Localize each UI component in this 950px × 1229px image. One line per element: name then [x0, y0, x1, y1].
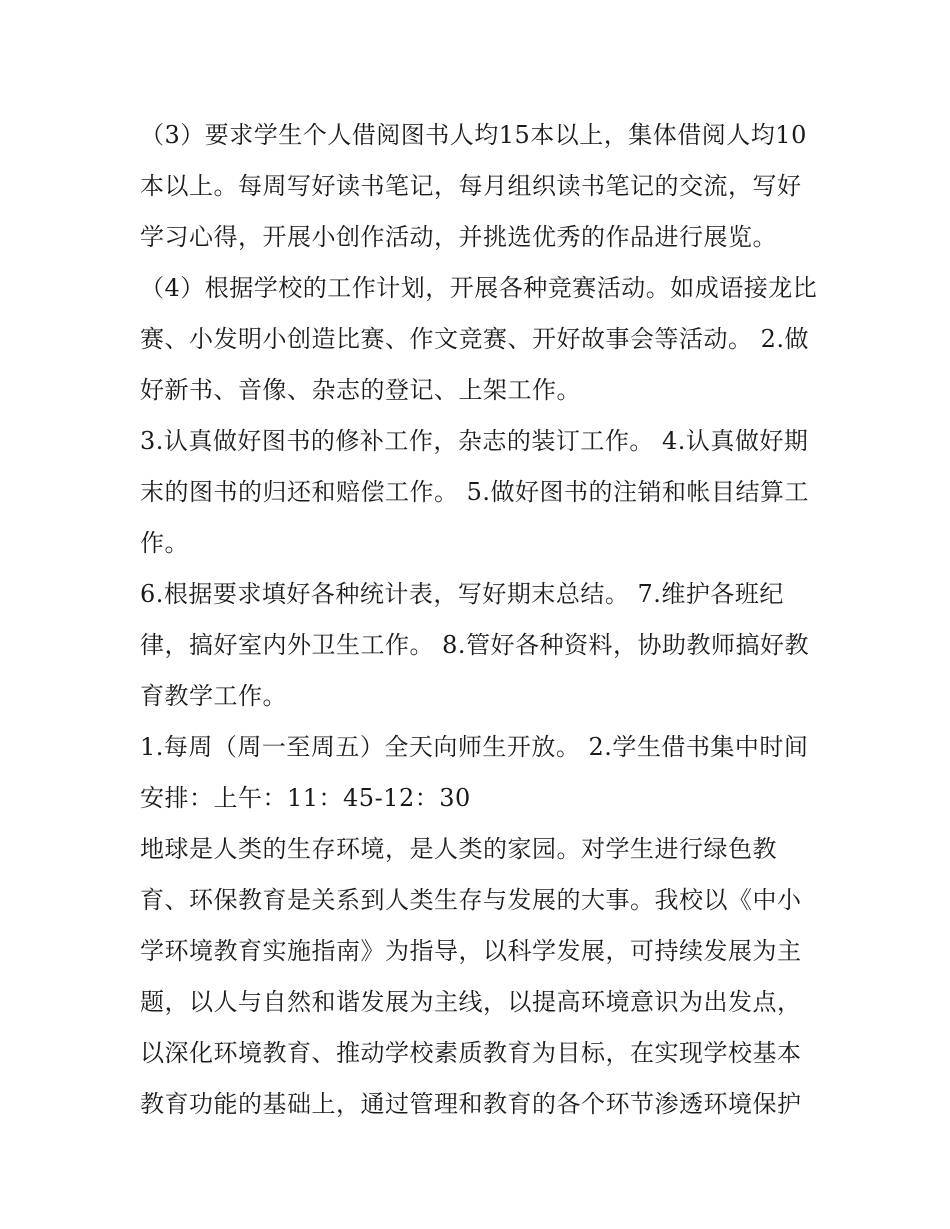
document-body	[140, 110, 820, 1130]
paragraph-competitions: （4）根据学校的工作计划，开展各种竞赛活动。如成语接龙比赛、小发明小创造比赛、作文竞赛、开好故事会等活动。 2.做好新书、音像、杂志的登记、上架工作。	[140, 274, 818, 404]
paragraph-statistics-discipline: 6.根据要求填好各种统计表，写好期末总结。 7.维护各班纪律，搞好室内外卫生工作。 8.管好各种资料，协助教师搞好教育教学工作。	[140, 580, 810, 710]
paragraph-environment-education: 地球是人类的生存环境，是人类的家园。对学生进行绿色教育、环保教育是关系到人类生存与发展的大事。我校以《中小学环境教育实施指南》为指导，以科学发展，可持续发展为主题，以人与自然和谐发展为主线，以提高环境意识为出发点，以深化环境教育、推动学校素质教育为目标，在实现学校基本教育功能的基础上，通过管理和教育的各个环节渗透环境保护	[140, 835, 802, 1118]
paragraph-opening-hours: 1.每周（周一至周五）全天向师生开放。 2.学生借书集中时间安排：上午：11：45-12：30	[140, 733, 809, 812]
paragraph-book-maintenance: 3.认真做好图书的修补工作，杂志的装订工作。 4.认真做好期末的图书的归还和赔偿工作。 5.做好图书的注销和帐目结算工作。	[140, 427, 810, 557]
paragraph-reading-requirements: （3）要求学生个人借阅图书人均15本以上，集体借阅人均10本以上。每周写好读书笔记，每月组织读书笔记的交流，写好学习心得，开展小创作活动，并挑选优秀的作品进行展览。	[140, 121, 807, 251]
